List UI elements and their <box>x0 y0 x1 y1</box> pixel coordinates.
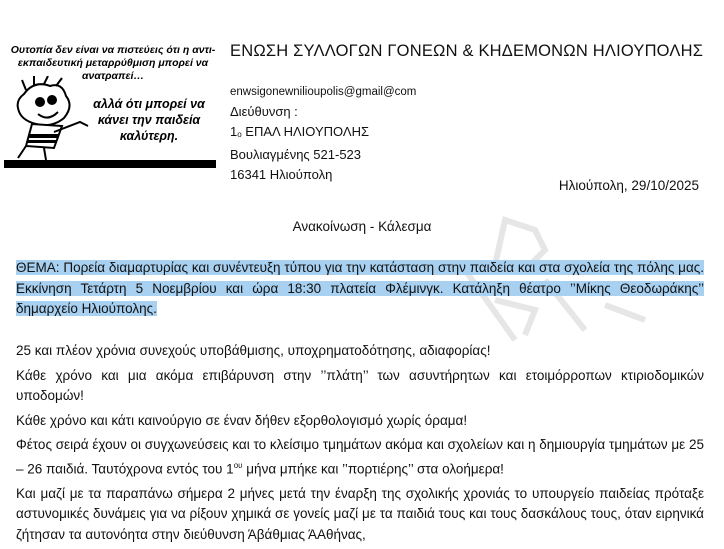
subject-text-highlighted: ΘΕΜΑ: Πορεία διαμαρτυρίας και συνέντευξη τύπου για την κατάσταση στην παιδεία και στα σχολεία της πόλης μας. Εκκίνηση Τετάρτη 5 Νοεμβρίου και ώρα 18:30 πλατεία Φλέμινγκ. Κατάληξη θέατρο ’’Μίκης Θεοδωράκης’’ δημαρχείο Ηλιούπολης. <box>16 260 704 316</box>
school-ordinal: ο <box>237 130 242 139</box>
school-number: 1 <box>230 124 238 139</box>
organization-name: ΕΝΩΣΗ ΣΥΛΛΟΓΩΝ ΓΟΝΕΩΝ & ΚΗΔΕΜΟΝΩΝ ΗΛΙΟΥΠΟΛΗΣ <box>230 42 704 60</box>
logo-bottom-text: αλλά ότι μπορεί να κάνει την παιδεία καλύτερη. <box>93 97 205 143</box>
document-date: Ηλιούπολη, 29/10/2025 <box>558 178 699 193</box>
logo-top-text: Ουτοπία δεν είναι να πιστεύεις ότι η αντι-εκπαιδευτική μεταρρύθμιση μπορεί να ανατραπεί… <box>10 44 216 82</box>
document-heading: Ανακοίνωση - Κάλεσμα <box>292 219 432 234</box>
school-name: ΕΠΑΛ ΗΛΙΟΥΠΟΛΗΣ <box>241 124 370 139</box>
address-street: Βουλιαγμένης 521-523 <box>230 147 362 162</box>
address-label: Διεύθυνση : <box>230 104 298 119</box>
body-paragraph-1: 25 και πλέον χρόνια συνεχούς υποβάθμισης, υποχρηματοδότησης, αδιαφορίας! <box>16 343 491 358</box>
body-paragraph-4 <box>16 435 704 480</box>
body-paragraph-2: Κάθε χρόνο και μια ακόμα επιβάρυνση στην ’’πλάτη’’ των ασυντήρητων και ετοιμόρροπων κτιριοδομικών υποδομών! <box>16 367 704 403</box>
logo-underline-bar <box>4 160 216 168</box>
address-school <box>230 122 416 145</box>
cartoon-kid-icon <box>4 76 94 162</box>
contact-block <box>230 82 416 185</box>
address-postal: 16341 Ηλιούπολη <box>230 167 333 182</box>
body-paragraph-3: Κάθε χρόνο και κάτι καινούργιο σε έναν δήθεν εξορθολογισμό χωρίς όραμα! <box>16 412 468 428</box>
body-paragraph-5: Και μαζί με τα παραπάνω σήμερα 2 μήνες μετά την έναρξη της σχολικής χρονιάς το υπουργείο παιδείας πρόταξε αστυνομικές δυνάμεις για να ρίξουν χημικά σε γονείς μαζί με τα παιδιά τους και τους δασκάλους τους, όταν ειρηνικά ζήτησαν τα αυτονόητα στην διεύθυνση Άβάθμιας ΆΑθήνας, <box>16 485 704 542</box>
body-paragraph-4-ordinal: ου <box>233 460 243 470</box>
email-address[interactable]: enwsigonewnilioupolis@gmail@com <box>230 86 417 98</box>
organization-logo <box>4 38 216 170</box>
subject-paragraph <box>16 258 704 320</box>
body-paragraph-4-end: μήνα μπήκε και ’’πορτιέρης’’ στα ολοήμερα! <box>242 461 504 476</box>
body-text <box>16 341 704 549</box>
body-paragraph-4-start: Φέτος σειρά έχουν οι συγχωνεύσεις και το κλείσιμο τμημάτων ακόμα και σχολείων και η δημιουργία τμημάτων με 25 – 26 παιδιά. Ταυτόχρονα εντός του 1 <box>16 437 704 476</box>
